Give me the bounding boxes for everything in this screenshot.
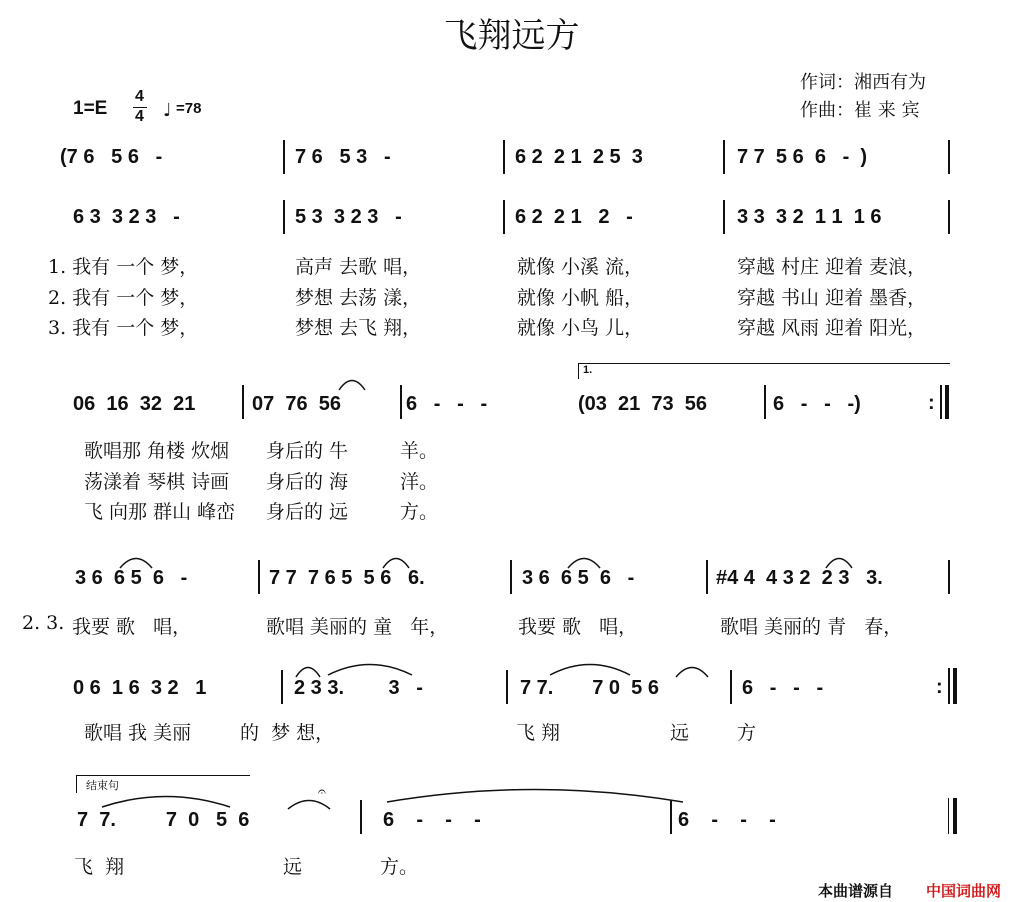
- verse2-lyric-b: 梦想 去荡 漾，: [295, 287, 422, 309]
- fermata-icon: 𝄐: [318, 784, 326, 800]
- verse2-lyric-d: 穿越 书山 迎着 墨香，: [737, 287, 927, 309]
- verse-measure-1: 6 3 3 2 3 -: [73, 206, 180, 228]
- verse3-lyric-c: 就像 小鸟 儿，: [517, 317, 644, 339]
- lyricist-credit: 作词：湘西有为: [800, 72, 926, 93]
- chorus-lyric-c: 我要 歌 唱，: [518, 616, 638, 638]
- verse3-lyric-b: 梦想 去飞 翔，: [295, 317, 422, 339]
- refrain2-lyric-b: 身后的 海: [266, 471, 349, 493]
- chorus2-measure-3: 7 7. 7 0 5 6: [520, 677, 659, 699]
- key-signature: 1=E: [73, 98, 108, 119]
- chorus2-lyric-c: 飞 翔: [516, 722, 561, 744]
- volta1-measure-2: 6 - - -): [773, 393, 861, 415]
- chorus2-measure-4: 6 - - -: [742, 677, 824, 699]
- ending-measure-3: 6 - - -: [678, 809, 776, 831]
- refrain1-lyric-c: 羊。: [400, 440, 439, 462]
- chorus-lyric-a: 我要 歌 唱，: [72, 616, 192, 638]
- intro-measure-2: 7 6 5 3 -: [295, 146, 391, 168]
- ending-lyric-b: 远: [283, 856, 303, 878]
- intro-measure-3: 6 2 2 1 2 5 3: [515, 146, 643, 168]
- verse2-lyric-a: 2. 我有 一个 梦，: [48, 287, 199, 309]
- volta-1-label: 1.: [583, 364, 593, 376]
- source-site-link[interactable]: 中国词曲网: [926, 883, 1002, 900]
- chorus2-measure-1: 0 6 1 6 3 2 1: [73, 677, 207, 699]
- verse1-lyric-c: 就像 小溪 流，: [517, 256, 644, 278]
- verse1-lyric-d: 穿越 村庄 迎着 麦浪，: [737, 256, 927, 278]
- quarter-note-icon: ♩: [163, 100, 172, 121]
- chorus-measure-2: 7 7 7 6 5 5 6 6.: [269, 567, 425, 589]
- verse3-lyric-d: 穿越 风雨 迎着 阳光，: [737, 317, 927, 339]
- chorus-measure-3: 3 6 6 5 6 -: [522, 567, 635, 589]
- source-label: 本曲谱源自: [818, 883, 894, 900]
- refrain2-lyric-c: 洋。: [400, 471, 439, 493]
- refrain2-lyric-a: 荡漾着 琴棋 诗画: [84, 471, 230, 493]
- refrain3-lyric-a: 飞 向那 群山 峰峦: [84, 501, 236, 523]
- chorus-lyric-d: 歌唱 美丽的 青 春，: [720, 616, 903, 638]
- verse2-lyric-c: 就像 小帆 船，: [517, 287, 644, 309]
- refrain-measure-1: 06 16 32 21: [73, 393, 196, 415]
- chorus2-lyric-b: 的 梦 想，: [240, 722, 335, 744]
- composer-credit: 作曲：崔 来 宾: [800, 100, 920, 121]
- chorus-verse-numbers: 2. 3.: [22, 612, 65, 634]
- refrain-measure-2: 07 76 56: [252, 393, 341, 415]
- chorus2-lyric-d: 远: [670, 722, 690, 744]
- refrain1-lyric-a: 歌唱那 角楼 炊烟: [84, 440, 230, 462]
- verse1-lyric-a: 1. 我有 一个 梦，: [48, 256, 199, 278]
- intro-measure-1: (7 6 5 6 -: [60, 146, 163, 168]
- time-signature-top: 4: [135, 88, 144, 105]
- intro-measure-4: 7 7 5 6 6 - ): [737, 146, 868, 168]
- chorus2-lyric-a: 歌唱 我 美丽: [84, 722, 192, 744]
- repeat-dots-2: :: [936, 676, 943, 698]
- refrain3-lyric-b: 身后的 远: [266, 501, 349, 523]
- chorus-lyric-b: 歌唱 美丽的 童 年，: [266, 616, 449, 638]
- ending-measure-1: 7 7. 7 0 5 6: [77, 809, 250, 831]
- time-signature-bottom: 4: [135, 108, 144, 125]
- verse-measure-3: 6 2 2 1 2 -: [515, 206, 633, 228]
- refrain3-lyric-c: 方。: [400, 501, 439, 523]
- ending-lyric-a: 飞 翔: [74, 856, 125, 878]
- ending-lyric-c: 方。: [380, 856, 419, 878]
- verse1-lyric-b: 高声 去歌 唱，: [295, 256, 422, 278]
- verse-measure-2: 5 3 3 2 3 -: [295, 206, 402, 228]
- volta1-measure-1: (03 21 73 56: [578, 393, 707, 415]
- ending-measure-2: 6 - - -: [383, 809, 481, 831]
- verse-measure-4: 3 3 3 2 1 1 1 6: [737, 206, 882, 228]
- repeat-dots: :: [928, 392, 935, 414]
- chorus-measure-4: #4 4 4 3 2 2 3 3.: [716, 567, 883, 589]
- chorus2-measure-2: 2 3 3. 3 -: [294, 677, 423, 699]
- refrain-measure-3: 6 - - -: [406, 393, 488, 415]
- verse3-lyric-a: 3. 我有 一个 梦，: [48, 317, 199, 339]
- tempo-marking: =78: [176, 100, 202, 117]
- page-title: 飞翔远方: [443, 16, 580, 56]
- chorus2-lyric-e: 方: [737, 722, 757, 744]
- refrain1-lyric-b: 身后的 牛: [266, 440, 349, 462]
- ending-label: 结束句: [86, 780, 119, 792]
- chorus-measure-1: 3 6 6 5 6 -: [75, 567, 188, 589]
